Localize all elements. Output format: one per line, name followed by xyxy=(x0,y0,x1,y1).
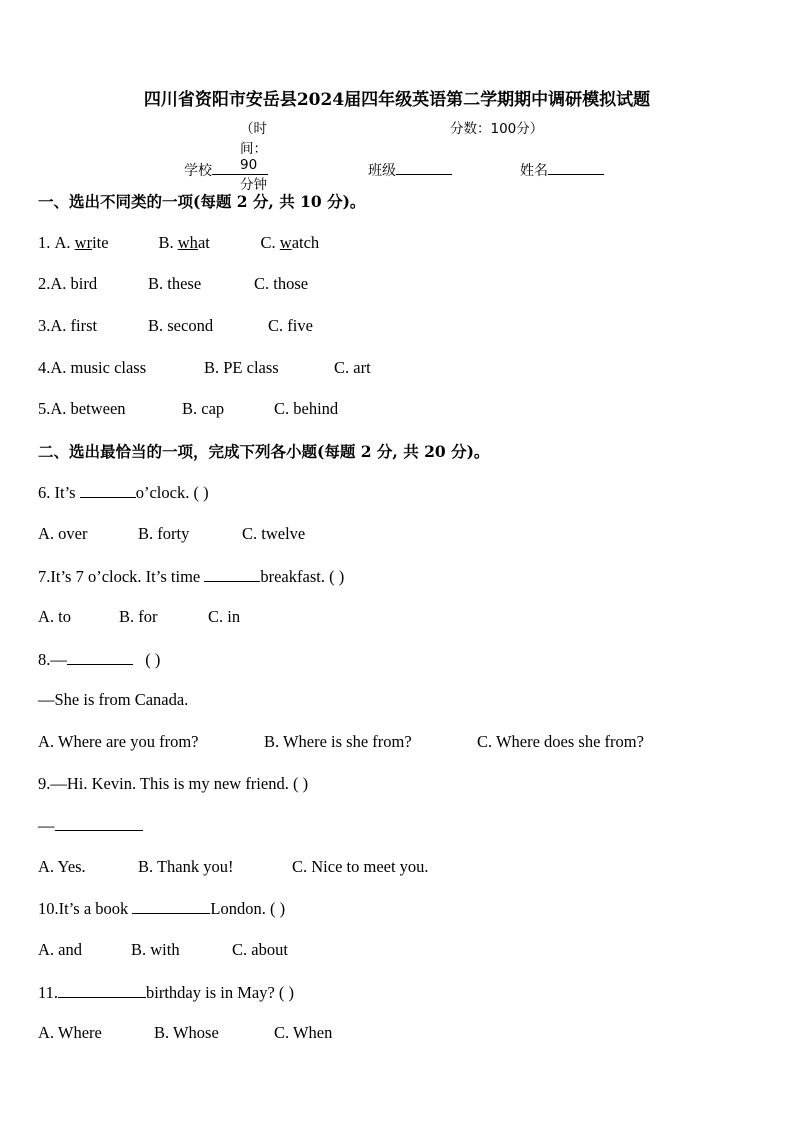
name-field xyxy=(520,160,604,180)
question-text-end: birthday is in May? ( ) xyxy=(146,983,295,1002)
name-label: 姓名 xyxy=(520,163,548,179)
option-a: A. write xyxy=(54,233,109,252)
option-c: C. art xyxy=(334,358,371,377)
option-b: B. cap xyxy=(182,399,225,418)
option-c: C. Where does she from? xyxy=(477,732,644,751)
option-a: A. over xyxy=(38,524,88,543)
section1-heading: 一、选出不同类的一项(每题 2 分, 共 10 分)。 xyxy=(38,192,366,211)
class-label: 班级 xyxy=(368,163,396,179)
option-c: C. those xyxy=(254,274,309,293)
option-c: C. five xyxy=(268,316,313,335)
option-c: C. When xyxy=(274,1023,333,1042)
answer-blank xyxy=(55,815,143,831)
question-text: 6. It’s xyxy=(38,483,80,502)
answer-blank xyxy=(80,482,136,498)
option-b: B. Thank you! xyxy=(138,857,234,876)
option-c: C. watch xyxy=(260,233,320,252)
school-blank xyxy=(212,160,268,175)
question-11 xyxy=(38,982,294,1003)
option-b: B. what xyxy=(158,233,210,252)
option-b: B. Where is she from? xyxy=(264,732,412,751)
question-8 xyxy=(38,649,160,670)
option-b: B. PE class xyxy=(204,358,279,377)
option-a: 2.A. bird xyxy=(38,274,98,293)
answer-blank xyxy=(132,898,210,914)
question-text-end: ( ) xyxy=(145,650,161,669)
question-4 xyxy=(38,358,371,378)
option-b: B. Whose xyxy=(154,1023,219,1042)
option-b: B. for xyxy=(119,607,158,626)
question-text: 10.It’s a book xyxy=(38,899,133,918)
question-7-options xyxy=(38,607,240,627)
question-number: 1. xyxy=(38,233,55,252)
question-10-options xyxy=(38,940,288,960)
class-blank xyxy=(396,160,452,175)
question-1 xyxy=(38,233,319,253)
question-text: 11. xyxy=(38,983,59,1002)
question-8-reply: —She is from Canada. xyxy=(38,690,189,709)
option-a: 4.A. music class xyxy=(38,358,147,377)
option-c: C. twelve xyxy=(242,524,306,543)
question-11-options xyxy=(38,1023,332,1043)
option-b: B. second xyxy=(148,316,214,335)
question-text-end: London. ( ) xyxy=(210,899,286,918)
question-9-reply xyxy=(38,815,143,836)
option-a: 3.A. first xyxy=(38,316,98,335)
question-6 xyxy=(38,482,209,503)
option-c: C. Nice to meet you. xyxy=(292,857,429,876)
question-9: 9.—Hi. Kevin. This is my new friend. ( ) xyxy=(38,774,309,793)
question-5 xyxy=(38,399,338,419)
question-text-end: o’clock. ( ) xyxy=(135,483,209,502)
section2-heading: 二、选出最恰当的一项，完成下列各小题(每题 2 分, 共 20 分)。 xyxy=(38,442,490,461)
option-c: C. behind xyxy=(274,399,339,418)
dash: — xyxy=(38,816,55,835)
class-field xyxy=(368,160,452,180)
question-10 xyxy=(38,898,285,919)
name-blank xyxy=(548,160,604,175)
answer-blank xyxy=(204,566,260,582)
time-limit: （时间：90分钟 xyxy=(240,121,267,193)
answer-blank xyxy=(67,649,133,665)
option-a: A. and xyxy=(38,940,82,959)
total-score: 分数：100分） xyxy=(450,121,544,137)
question-8-options xyxy=(38,732,644,752)
question-text: 8.— xyxy=(38,650,67,669)
question-7 xyxy=(38,566,344,587)
option-b: B. with xyxy=(131,940,180,959)
option-a: 5.A. between xyxy=(38,399,126,418)
option-c: C. about xyxy=(232,940,288,959)
option-a: A. Where are you from? xyxy=(38,732,199,751)
exam-title: 四川省资阳市安岳县2024届四年级英语第二学期期中调研模拟试题 xyxy=(143,90,651,110)
school-field xyxy=(184,160,268,180)
question-2 xyxy=(38,274,308,294)
option-b: B. these xyxy=(148,274,202,293)
option-a: A. Yes. xyxy=(38,857,86,876)
option-a: A. Where xyxy=(38,1023,102,1042)
option-b: B. forty xyxy=(138,524,190,543)
question-text: 7.It’s 7 o’clock. It’s time xyxy=(38,567,205,586)
answer-blank xyxy=(58,982,146,998)
option-a: A. to xyxy=(38,607,71,626)
question-6-options xyxy=(38,524,305,544)
question-3 xyxy=(38,316,313,336)
question-text-end: breakfast. ( ) xyxy=(260,567,345,586)
school-label: 学校 xyxy=(184,163,212,179)
option-c: C. in xyxy=(208,607,241,626)
question-9-options xyxy=(38,857,429,877)
